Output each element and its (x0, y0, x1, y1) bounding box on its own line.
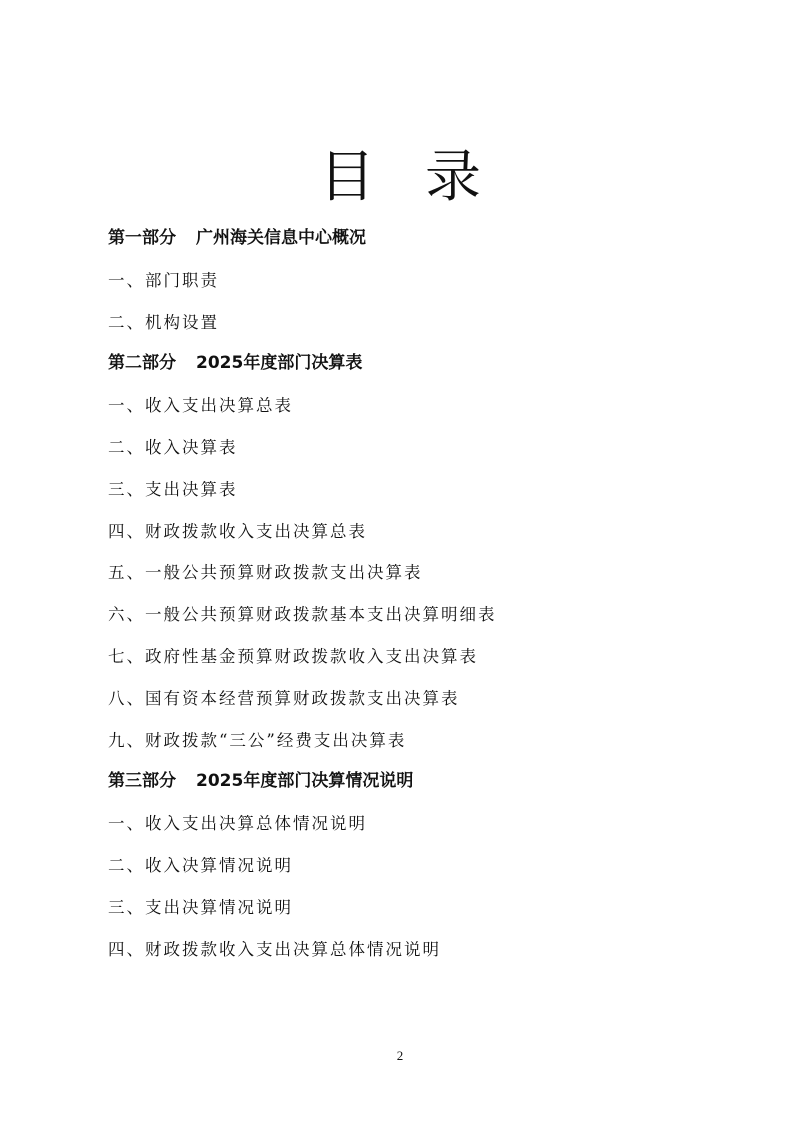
page-number: 2 (396, 1048, 404, 1063)
toc-part-1 (108, 218, 708, 260)
toc-part-number: 第二部分 (108, 353, 176, 374)
toc-part-number: 第三部分 (108, 771, 176, 792)
table-of-contents (108, 218, 708, 970)
toc-part-number: 第一部分 (108, 228, 176, 248)
toc-item: 二、收入决算表 (108, 437, 238, 457)
toc-part-label: 2025年度部门决算表 (196, 353, 363, 374)
page-title: 目录 (319, 145, 531, 210)
toc-part-2 (108, 343, 708, 385)
toc-item: 九、财政拨款“三公”经费支出决算表 (108, 730, 407, 750)
toc-item: 三、支出决算表 (108, 479, 238, 499)
toc-item: 二、机构设置 (108, 312, 219, 332)
toc-item: 八、国有资本经营预算财政拨款支出决算表 (108, 688, 460, 708)
toc-item: 一、收入支出决算总体情况说明 (108, 814, 367, 834)
toc-item: 四、财政拨款收入支出决算总表 (108, 521, 367, 541)
toc-item: 四、财政拨款收入支出决算总体情况说明 (108, 939, 441, 959)
toc-part-label: 2025年度部门决算情况说明 (196, 771, 414, 792)
toc-item: 一、收入支出决算总表 (108, 396, 293, 416)
toc-item: 六、一般公共预算财政拨款基本支出决算明细表 (108, 605, 497, 625)
toc-item: 三、支出决算情况说明 (108, 897, 293, 917)
toc-item: 七、政府性基金预算财政拨款收入支出决算表 (108, 646, 478, 666)
toc-item: 二、收入决算情况说明 (108, 855, 293, 875)
toc-item: 一、部门职责 (108, 270, 219, 290)
toc-part-3 (108, 761, 708, 803)
toc-item: 五、一般公共预算财政拨款支出决算表 (108, 563, 423, 583)
toc-part-label: 广州海关信息中心概况 (196, 228, 366, 248)
